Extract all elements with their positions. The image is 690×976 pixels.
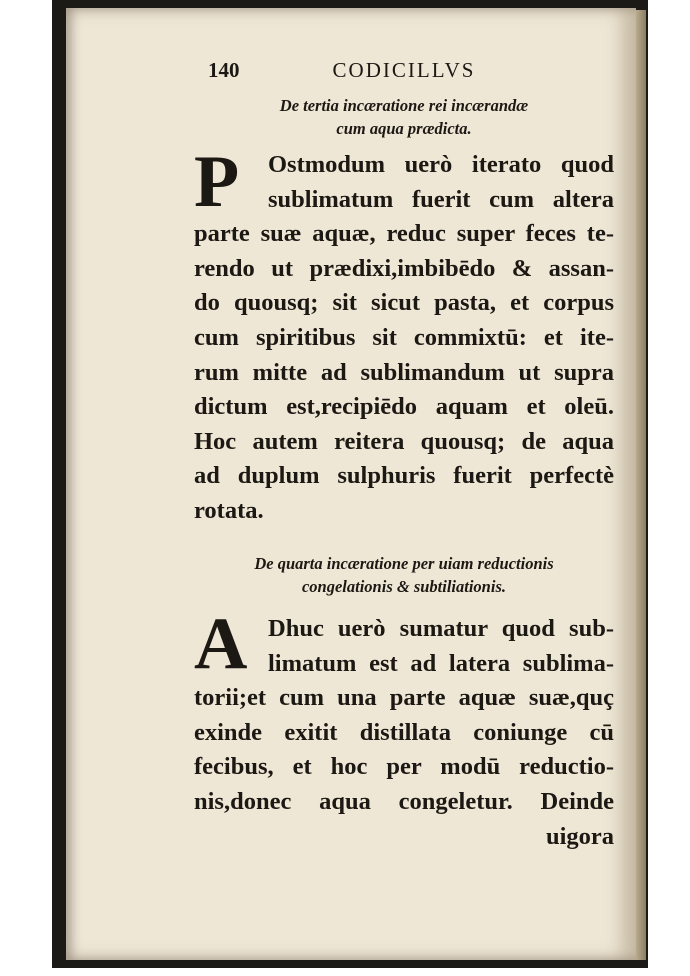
text-line: cum spiritibus sit commixtū: et ite- bbox=[194, 323, 614, 351]
catchword: uigora bbox=[545, 822, 614, 850]
section-heading-1 bbox=[194, 94, 614, 140]
text-line: Hoc autem reitera quousq; de aqua bbox=[194, 427, 614, 455]
running-title: CODICILLVS bbox=[332, 58, 476, 82]
text-line: fecibus, et hoc per modū reductio- bbox=[194, 753, 614, 781]
text-line: rum mitte ad sublimandum ut supra bbox=[194, 358, 614, 386]
text-line: parte suæ aquæ, reduc super feces te- bbox=[194, 220, 614, 248]
page-number: 140 bbox=[208, 58, 240, 82]
running-head bbox=[194, 58, 614, 88]
paragraph-1 bbox=[194, 141, 614, 529]
text-line: rotata. bbox=[194, 496, 264, 524]
text-line: rendo ut prædixi,imbibēdo & assan- bbox=[194, 254, 614, 282]
text-line: exinde exitit distillata coniunge cū bbox=[194, 718, 614, 746]
drop-cap: A bbox=[194, 603, 248, 685]
section-heading-2 bbox=[194, 552, 614, 598]
heading-line: De tertia incæratione rei incærandæ bbox=[279, 96, 529, 115]
text-line: dictum est,recipiēdo aquam et oleū. bbox=[194, 393, 614, 421]
heading-line: congelationis & subtiliationis. bbox=[301, 577, 506, 596]
text-line: ad duplum sulphuris fuerit perfectè bbox=[194, 462, 614, 490]
paragraph-2 bbox=[194, 603, 614, 854]
text-line: torii;et cum una parte aquæ suæ,quç bbox=[194, 684, 614, 712]
text-line: Ostmodum uerò iterato quod bbox=[268, 151, 614, 178]
text-line: limatum est ad latera sublima- bbox=[268, 649, 614, 677]
page-edge bbox=[636, 10, 646, 960]
text-line: sublimatum fuerit cum altera bbox=[268, 185, 614, 213]
heading-line: De quarta incæratione per uiam reductionis bbox=[254, 554, 554, 573]
text-line: nis,donec aqua congeletur. Deinde bbox=[194, 787, 614, 815]
text-line: do quousq; sit sicut pasta, et corpus bbox=[194, 289, 614, 317]
text-line: Dhuc uerò sumatur quod sub- bbox=[268, 615, 614, 642]
book-page bbox=[66, 8, 636, 960]
heading-line: cum aqua prædicta. bbox=[336, 119, 472, 138]
drop-cap: P bbox=[194, 141, 240, 223]
